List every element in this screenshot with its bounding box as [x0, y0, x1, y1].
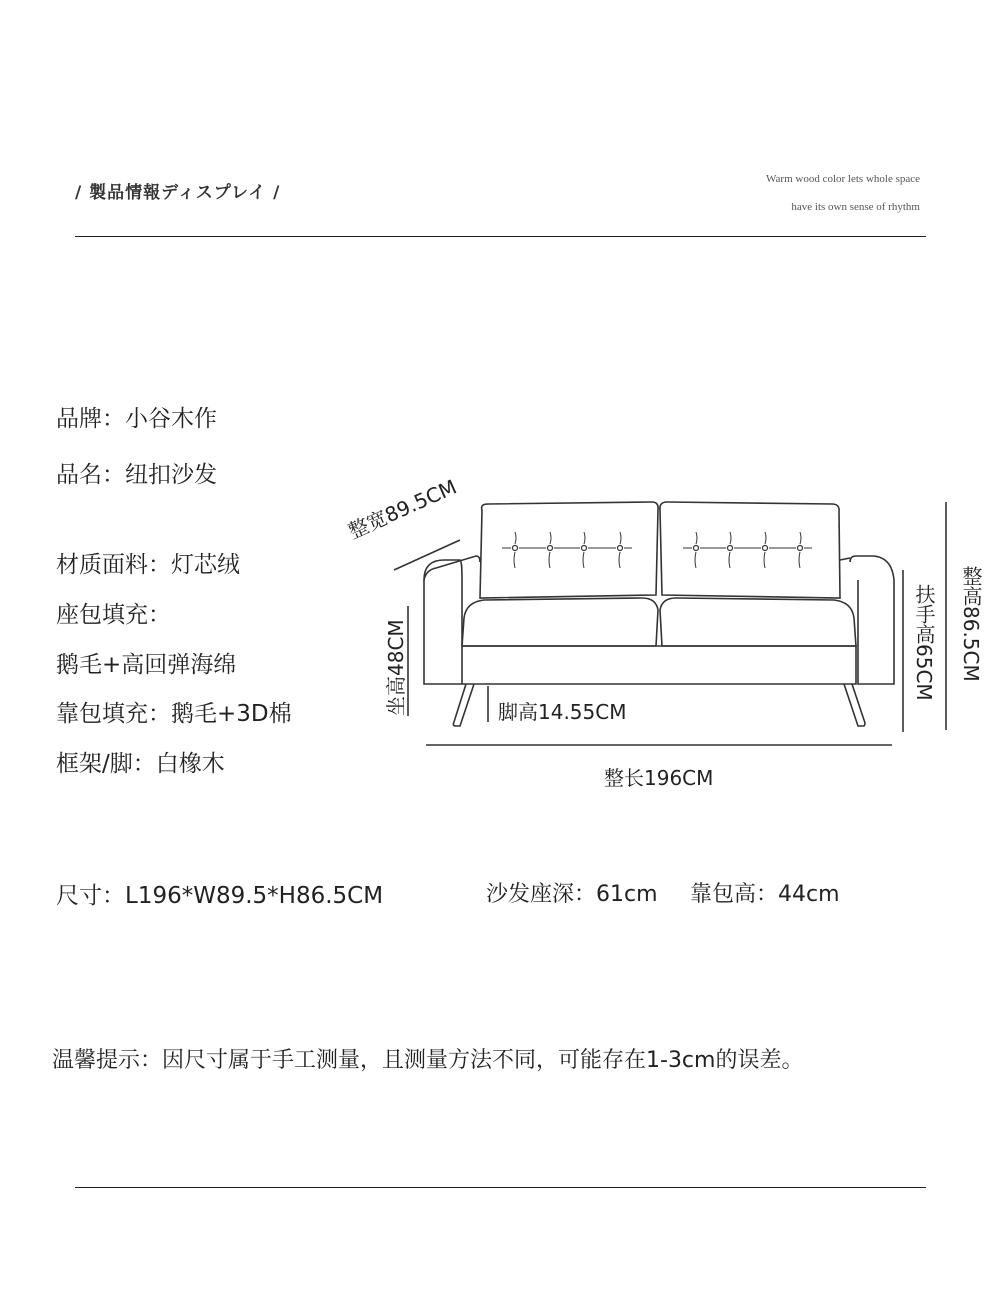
- dim-arm-height: 扶手高65CM: [912, 584, 936, 701]
- dim-width: 整宽89.5CM: [344, 474, 461, 544]
- left-back-cushion: [480, 502, 658, 598]
- right-back-cushion: [660, 502, 840, 598]
- dim-seat-height: 坐高48CM: [384, 619, 408, 716]
- header-divider: [75, 236, 926, 237]
- right-seat-cushion: [660, 598, 856, 646]
- seat-depth: 沙发座深：61cm: [486, 882, 658, 907]
- left-arm: [424, 560, 462, 684]
- spec-name: 品名：纽扣沙发: [56, 462, 217, 488]
- tagline-line-2: have its own sense of rhythm: [791, 201, 920, 213]
- measurement-note: 温馨提示：因尺寸属于手工测量，且测量方法不同，可能存在1-3cm的误差。: [52, 1048, 804, 1073]
- left-seat-cushion: [462, 598, 658, 646]
- spec-seat-fill-label: 座包填充：: [56, 602, 171, 628]
- spec-back-fill: 靠包填充：鹅毛+3D棉: [56, 701, 292, 727]
- right-arm-top: [840, 558, 850, 560]
- spec-material: 材质面料：灯芯绒: [56, 552, 240, 578]
- sofa-base: [462, 646, 856, 684]
- section-title: / 製品情報ディスプレイ /: [75, 183, 281, 203]
- size-summary: 尺寸：L196*W89.5*H86.5CM: [56, 883, 384, 909]
- footer-divider: [75, 1187, 926, 1188]
- left-leg: [453, 684, 474, 726]
- right-leg: [844, 684, 865, 726]
- dim-total-length: 整长196CM: [604, 766, 714, 790]
- spec-brand: 品牌：小谷木作: [56, 406, 217, 432]
- sofa-diagram: [380, 490, 1000, 790]
- width-dim-line: [394, 540, 460, 570]
- spec-frame: 框架/脚：白橡木: [56, 751, 225, 777]
- dim-total-height: 整高86.5CM: [959, 566, 983, 682]
- back-cushion-height: 靠包高：44cm: [690, 882, 840, 907]
- spec-seat-fill-value: 鹅毛+高回弹海绵: [56, 652, 237, 678]
- tagline: [766, 165, 920, 221]
- dim-leg-height: 脚高14.55CM: [498, 700, 627, 724]
- tagline-line-1: Warm wood color lets whole space: [766, 173, 920, 185]
